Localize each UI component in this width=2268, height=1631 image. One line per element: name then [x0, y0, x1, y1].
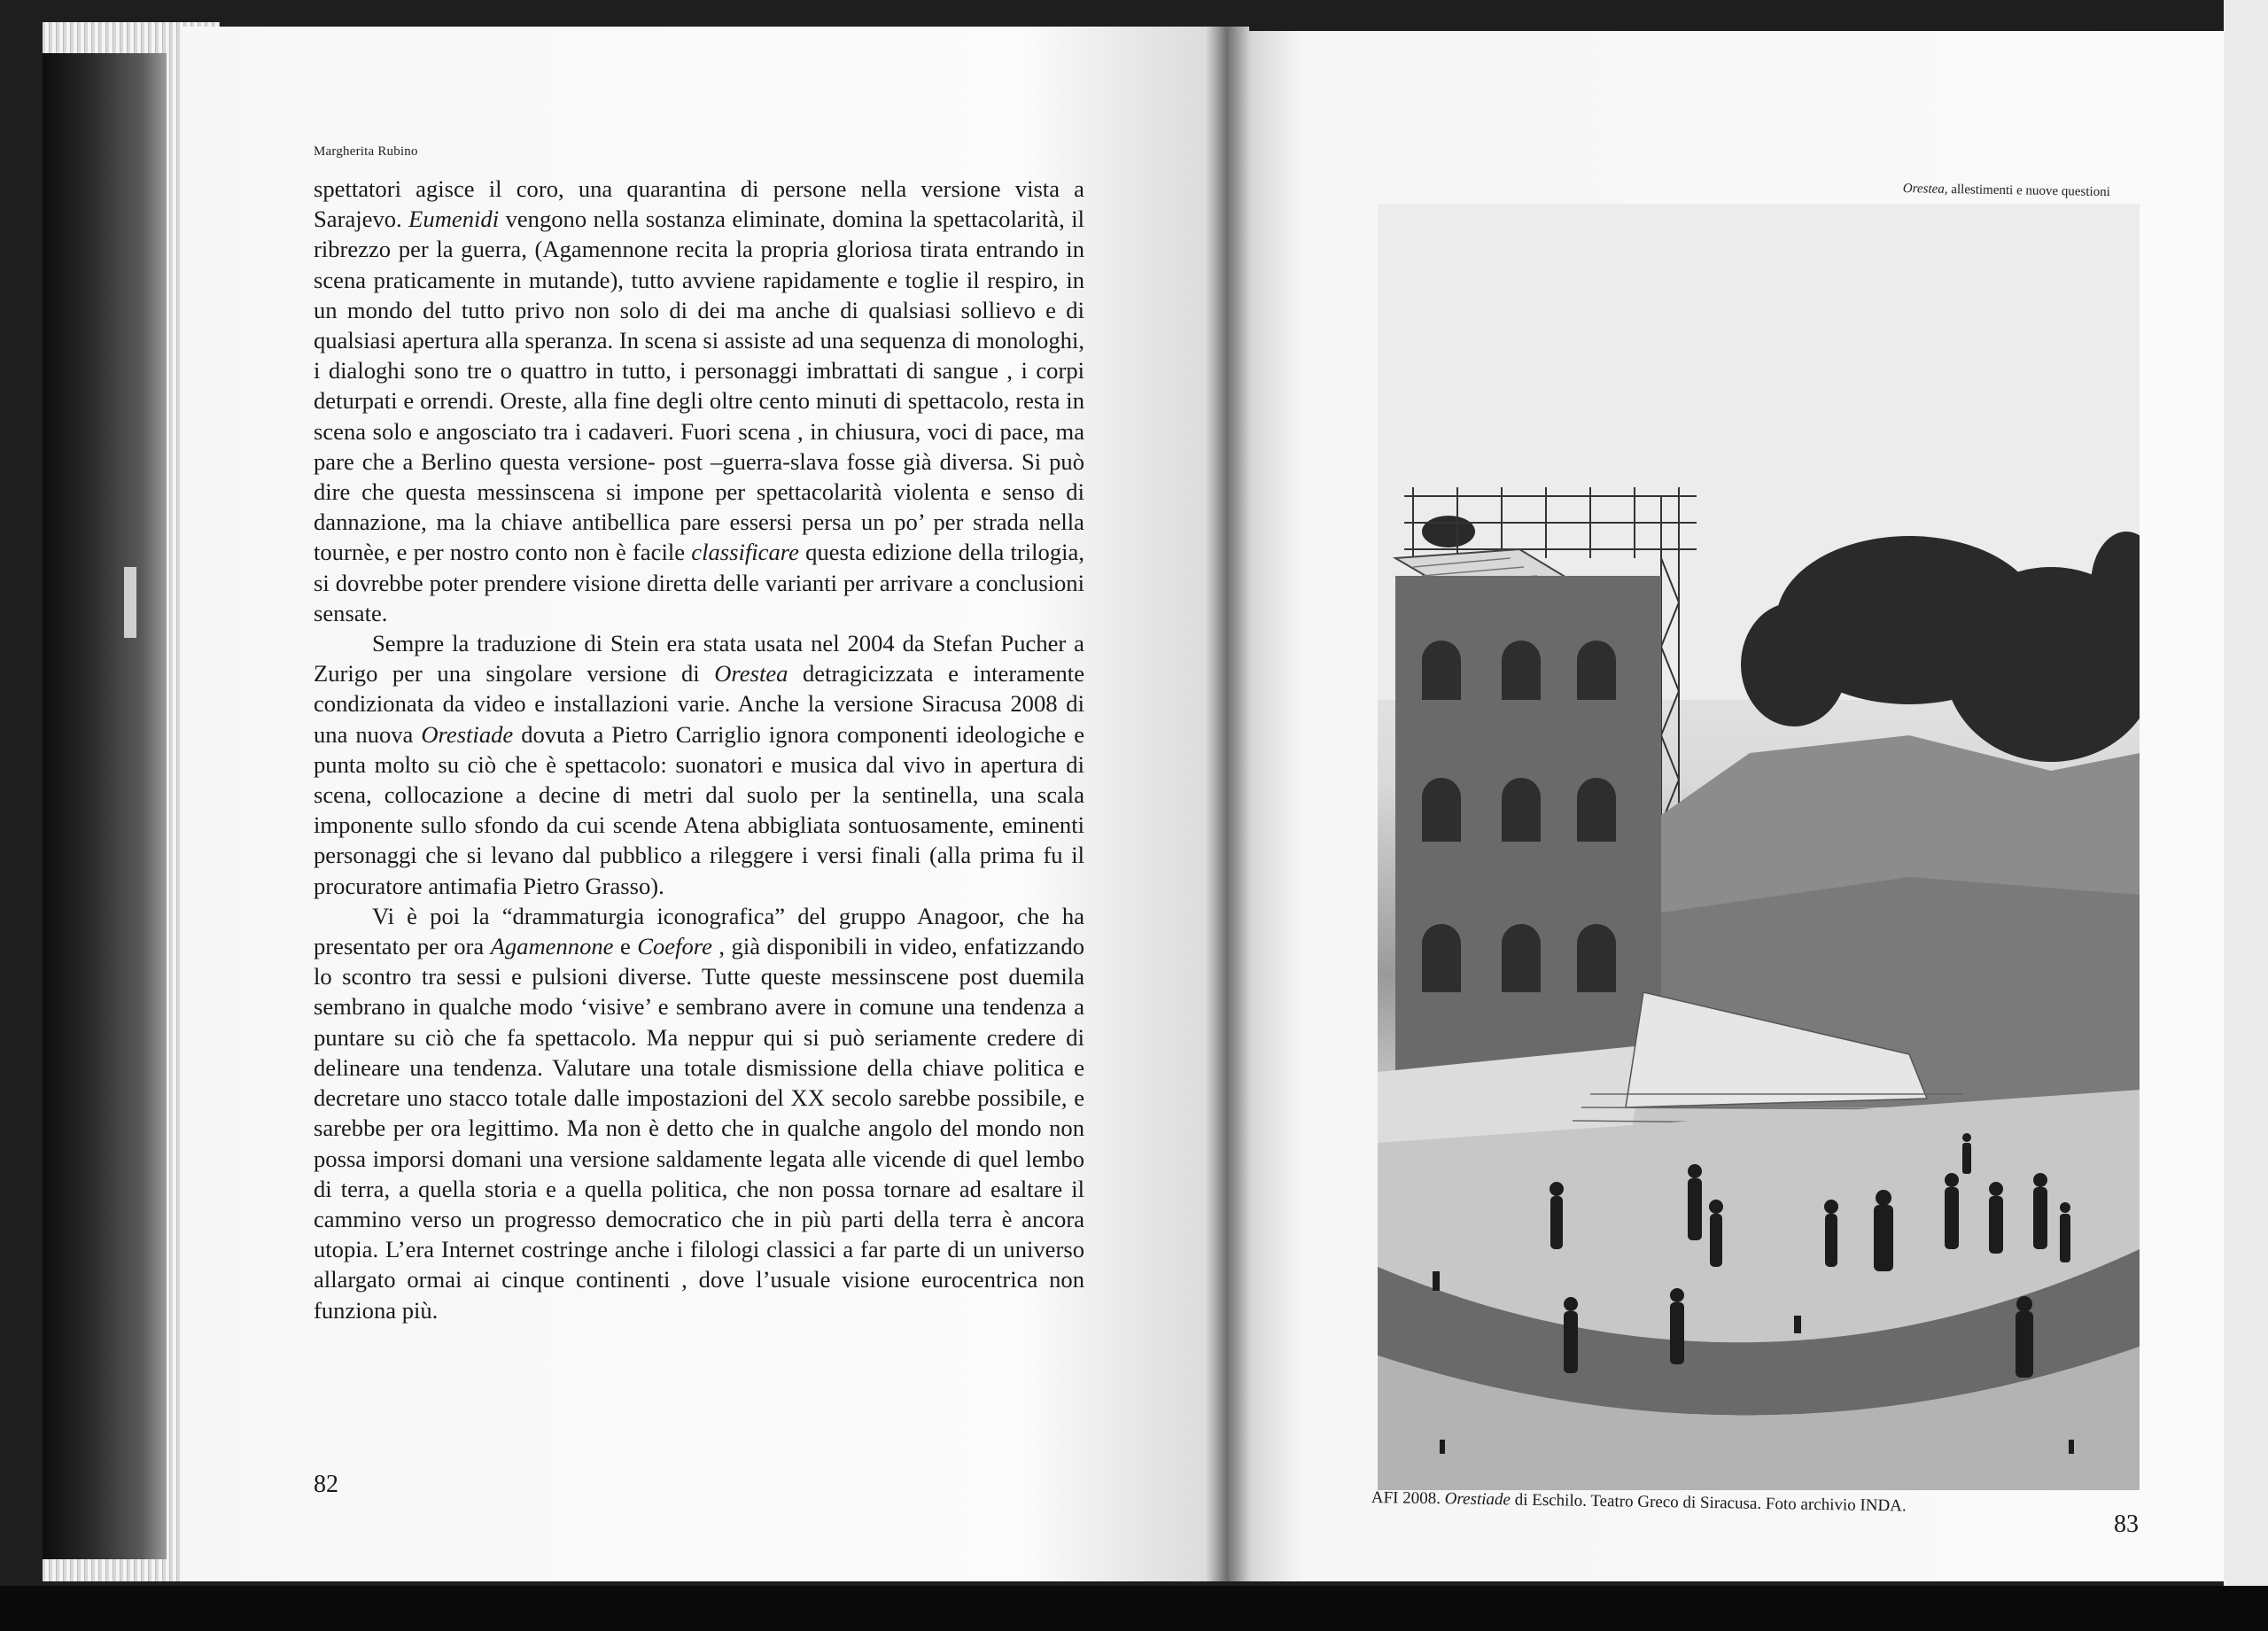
paragraph-1: spettatori agisce il coro, una quarantina di persone nella versione vista a Sarajevo. Eumenidi vengono nella sostanza eliminate, domina la spettacolarità, il ribrezzo per la guerra, (Agamennone recita la propria gloriosa tirata entrando in scena praticamente in mutande), tutto avviene rapidamente e toglie il respiro, in un mondo del tutto privo non solo di dei ma anche di qualsiasi sollievo e di qualsiasi apertura alla speranza. In scena si assiste ad una sequenza di monologhi, i dialoghi sono tre o quattro in tutto, i personaggi imbrattati di sangue , i corpi deturpati e orrendi. Oreste, alla fine degli oltre cento minuti di spettacolo, resta in scena solo e angosciato tra i cadaveri. Fuori scena , in chiusura, voci di pace, ma pare che a Berlino questa versione- post –guerra-slava fosse già diversa. Si può dire che questa messinscena si impone per spettacolarità violenta e senso di dannazione, ma la chiave antibellica pare essersi persa un po’ per strada nella tournèe, e per nostro conto non è facile classificare questa edizione della trilogia, si dovrebbe poter prendere visione diretta delle varianti per arrivare a conclusioni sensate.	[314, 175, 1084, 626]
theatre-photograph	[1378, 204, 2140, 1490]
page-number-right: 83	[2114, 1511, 2139, 1538]
book-gutter	[1205, 27, 1249, 1581]
book-cover-shadow	[43, 53, 167, 1559]
photo-caption: AFI 2008. Orestiade di Eschilo. Teatro Greco di Siracusa. Foto archivio INDA.	[1371, 1488, 1907, 1516]
scanner-margin-bottom	[0, 1586, 2268, 1631]
paragraph-2: Sempre la traduzione di Stein era stata usata nel 2004 da Stefan Pucher a Zurigo per una singolare versione di Orestea detragicizzata e interamente condizionata da video e installazioni varie. Anche la versione Siracusa 2008 di una nuova Orestiade dovuta a Pietro Carriglio ignora componenti ideologiche e punta molto su ciò che è spettacolo: suonatori e musica dal vivo in apertura di scena, collocazione a decine di metri dal suolo per la sentinella, una scala imponente sullo sfondo da cui scende Atena abbigliata sontuosamente, eminenti personaggi che si levano dal pubblico a rileggere i versi finali (alla prima fu il procuratore antimafia Pietro Grasso).	[314, 630, 1085, 899]
paragraph-3: Vi è poi la “drammaturgia iconografica” del gruppo Anagoor, che ha presentato per ora Agamennone e Coefore , già disponibili in video, enfatizzando lo scontro tra sessi e pulsioni diverse. Tutte queste messinscene post duemila sembrano in qualche modo ‘visive’ e sembrano avere in comune una tendenza a puntare su ciò che fa spettacolo. Ma neppur qui si può seriamente credere di delineare una tendenza. Valutare una totale dismissione della chiave politica e decretare uno stacco totale dalle impostazioni del XX secolo sarebbe possibile, e sarebbe per ora legittimo. Ma non è detto che in qualche angolo del mondo non possa imporsi domani una versione saldamente legata alle vicende di quel lembo di terra, a quella storia e a quella politica, che non possa tornare ad esaltare il cammino verso un progresso democratico che in più parti della terra è ancora utopia. L’era Internet costringe anche i filologi classici a far parte di un universo allargato ormai ai cinque continenti , dove l’usuale visione eurocentrica non funziona più.	[314, 902, 1084, 1324]
page-number-left: 82	[314, 1471, 338, 1498]
running-head-title: Orestea, allestimenti e nuove questioni	[1902, 182, 2110, 200]
running-head-author: Margherita Rubino	[314, 144, 418, 159]
scanner-margin-right	[2224, 0, 2268, 1631]
page-marker-tab	[124, 567, 136, 638]
body-text	[314, 174, 1084, 1325]
